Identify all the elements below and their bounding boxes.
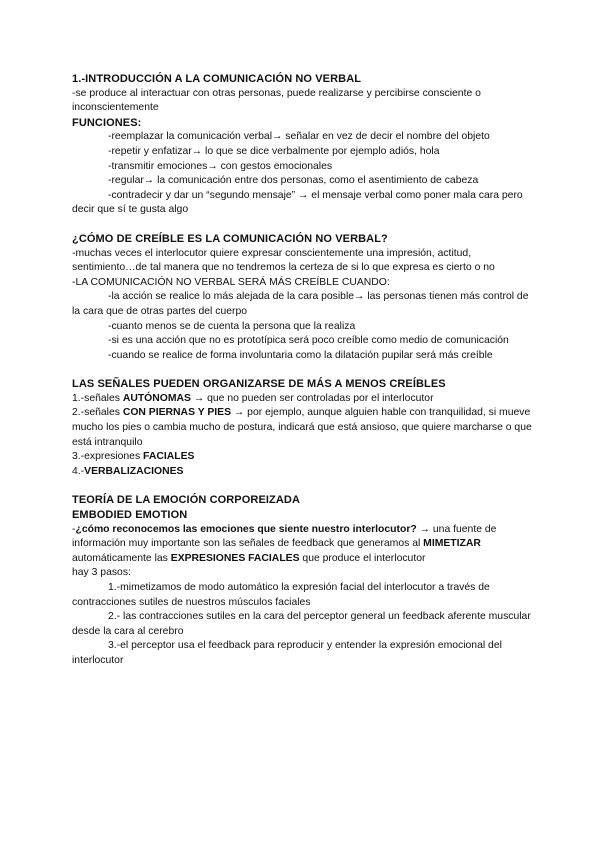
signal-item: 1.-señales AUTÓNOMAS → que no pueden ser controladas por el interlocutor [72, 392, 434, 404]
document-content [72, 72, 532, 669]
paso-item: 3.-el perceptor usa el feedback para reproducir y entender la expresión emocional del interlocutor [72, 640, 502, 666]
section-1-title: 1.-INTRODUCCIÓN A LA COMUNICACIÓN NO VERBAL [72, 73, 362, 85]
funciones-label: FUNCIONES: [72, 116, 142, 129]
funcion-item: -reemplazar la comunicación verbal→ señalar en vez de decir el nombre del objeto [108, 131, 490, 143]
section-4-paragraph: -¿cómo reconocemos las emociones que siente nuestro interlocutor? → una fuente de información muy importante son las señales de feedback que generamos al MIMETIZAR automáticamente las EXPRESIONES FACIALES que produce el interlocutor [72, 523, 497, 564]
credibility-item: -cuando se realice de forma involuntaria como la dilatación pupilar será más creíble [108, 349, 493, 361]
signal-item: 2.-señales CON PIERNAS Y PIES → por ejemplo, aunque alguien hable con tranquilidad, si mueve mucho los pies o cambia mucho de postura, indicará que está ansioso, que quiere marcharse o que está intranquilo [72, 407, 532, 448]
section-1-intro: -se produce al interactuar con otras personas, puede realizarse y percibirse consciente o inconscientemente [72, 87, 481, 114]
signal-item: 4.-VERBALIZACIONES [72, 465, 184, 477]
paso-item: 2.- las contracciones sutiles en la cara del perceptor general un feedback aferente muscular desde la cara al cerebro [72, 611, 531, 637]
section-2-subheading: -LA COMUNICACIÓN NO VERBAL SERÁ MÁS CREÍBLE CUANDO: [72, 276, 390, 288]
signal-item: 3.-expresiones FACIALES [72, 451, 195, 463]
section-4-subtitle: EMBODIED EMOTION [72, 509, 188, 522]
funcion-item: -regular→ la comunicación entre dos personas, como el asentimiento de cabeza [108, 175, 479, 187]
section-2-title: ¿CÓMO DE CREÍBLE ES LA COMUNICACIÓN NO VERBAL? [72, 232, 388, 245]
credibility-item: -cuanto menos se de cuenta la persona que la realiza [108, 320, 356, 332]
credibility-item: -si es una acción que no es prototípica será poco creíble como medio de comunicación [108, 335, 509, 347]
funcion-item: -repetir y enfatizar→ lo que se dice verbalmente por ejemplo adiós, hola [108, 145, 440, 157]
funcion-item: -contradecir y dar un “segundo mensaje” → el mensaje verbal como poner mala cara pero decir que sí te gusta algo [72, 189, 523, 216]
credibility-item: -la acción se realice lo más alejada de la cara posible→ las personas tienen más control de la cara que de otras partes del cuerpo [72, 291, 529, 317]
section-4-title: TEORÍA DE LA EMOCIÓN CORPOREIZADA [72, 494, 300, 507]
section-3-title: LAS SEÑALES PUEDEN ORGANIZARSE DE MÁS A MENOS CREÍBLES [72, 378, 446, 391]
section-2-paragraph: -muchas veces el interlocutor quiere expresar conscientemente una impresión, actitud, sentimiento…de tal manera que no tendremos la certeza de si lo que expresa es cierto o no [72, 247, 495, 274]
paso-item: 1.-mimetizamos de modo automático la expresión facial del interlocutor a través de contracciones sutiles de nuestros músculos faciales [72, 582, 490, 608]
funcion-item: -transmitir emociones→ con gestos emocionales [108, 160, 333, 172]
pasos-label: hay 3 pasos: [72, 567, 131, 579]
